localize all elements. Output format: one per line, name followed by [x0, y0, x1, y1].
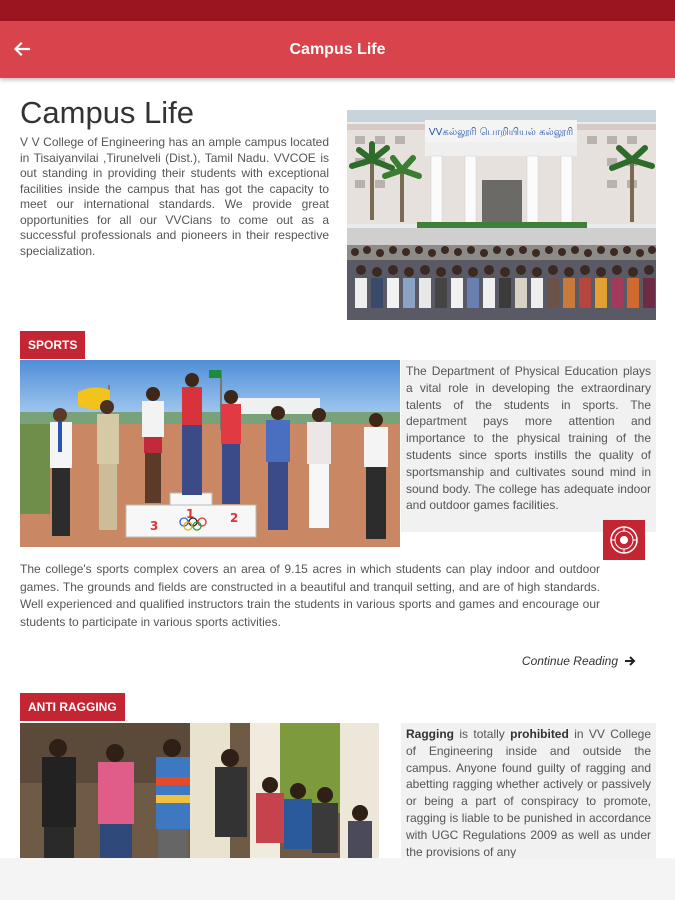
continue-reading-link[interactable]: [460, 654, 636, 668]
anti-ragging-photo: [20, 723, 379, 858]
college-seal-icon: [603, 520, 645, 560]
content-scroll[interactable]: [0, 78, 675, 858]
navigation-bar: [0, 858, 675, 900]
anti-ragging-description: [401, 723, 656, 858]
app-title: Campus Life: [289, 41, 386, 58]
podium-1: 1: [186, 507, 195, 521]
podium-3: 3: [150, 519, 159, 533]
anti-ragging-badge: ANTI RAGGING: [20, 693, 125, 721]
status-bar: [0, 0, 675, 21]
sports-photo: [20, 360, 400, 547]
arrow-right-icon: [624, 655, 636, 667]
sports-description: The Department of Physical Education plays a vital role in developing the extraordinary talents of the students in sports. The department pays more attention and importance to the physical training of the students since sports instills the quality of sportsmanship and cultivates sound mind in sound body. The college has adequate indoor and outdoor games facilities.: [401, 360, 656, 532]
intro-text: V V College of Engineering has an ample campus located in Tisaiyanvilai ,Tirunelveli (Dist.), Tamil Nadu. VVCOE is out standing in providing their students with exceptional facilities inside the campus that has got the capacity to meet our international standards. We provide great opportunities for all our VVCians to come out as a successful professionals and pioneers in their respective specialization.: [20, 135, 329, 258]
app-bar: [0, 21, 675, 78]
ragging-rest: in VV College of Engineering inside and outside the campus. Anyone found guilty of ragging and abetting ragging whether actively or passively or being a part of conspiracy to promote, ragging is liable to be punished in accordance with UGC Regulations 2009 as well as under the provisions of any: [406, 727, 652, 858]
podium-2: 2: [230, 511, 239, 525]
sports-more-text: The college's sports complex covers an area of 9.15 acres in which students can play indoor and outdoor games. The grounds and fields are constructed in a beautiful and tranquil setting, and are of high standards. Well experienced and qualified instructors train the students in various sports and games and encourage our students to participate in various sports activities.: [20, 562, 600, 629]
page-title: Campus Life: [20, 95, 195, 130]
arrow-left-icon: [13, 40, 31, 58]
ragging-lead: Ragging: [406, 727, 454, 741]
continue-reading-label: Continue Reading: [521, 654, 618, 668]
campus-photo: [347, 110, 656, 320]
ragging-prohibited: prohibited: [510, 727, 569, 741]
campus-banner-text: VVகல்லூரி பொறியியல் கல்லூரி: [428, 127, 574, 138]
ragging-seg1: is totally: [454, 727, 511, 741]
sports-badge: SPORTS: [20, 331, 85, 359]
back-button[interactable]: [8, 35, 36, 63]
